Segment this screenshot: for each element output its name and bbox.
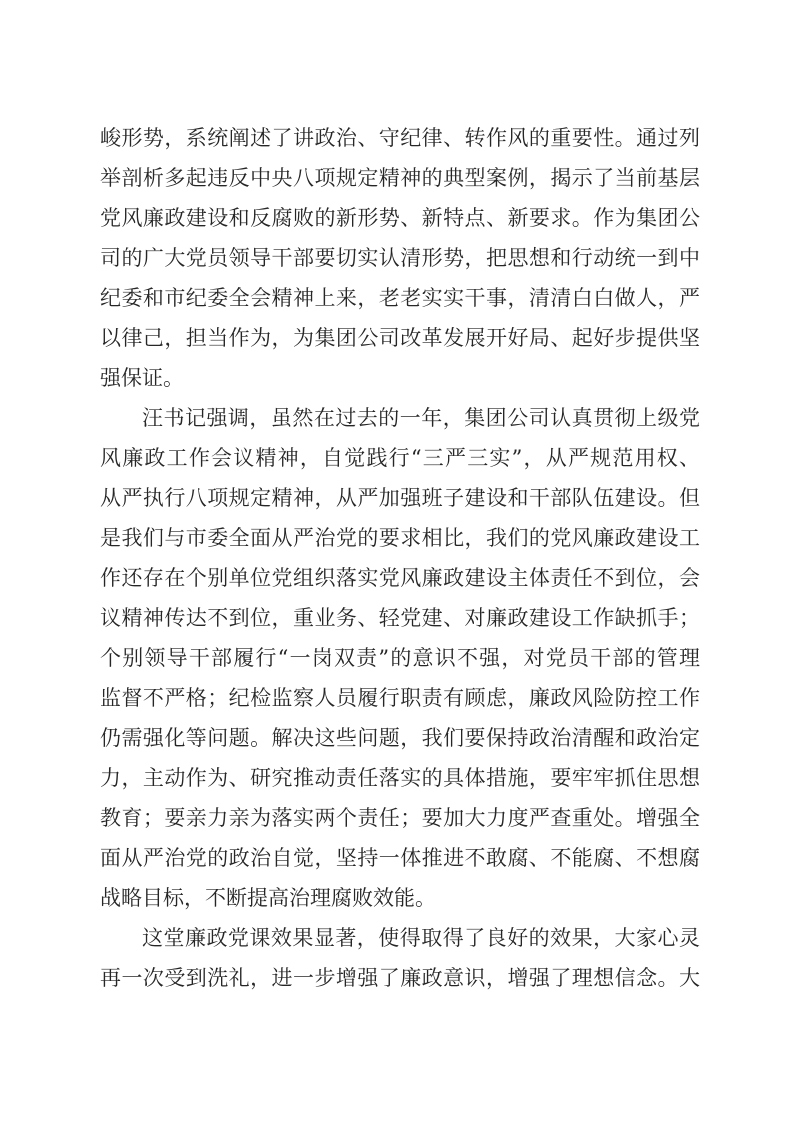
paragraph-2 (100, 398, 700, 918)
text-line: 汪书记强调，虽然在过去的一年，集团公司认真贯彻上级党 (142, 406, 700, 430)
text-line: 教育；要亲力亲为落实两个责任；要加大力度严查重处。增强全 (100, 806, 700, 830)
text-line: 监督不严格；纪检监察人员履行职责有顾虑，廉政风险防控工作 (100, 686, 700, 710)
text-line: 风廉政工作会议精神，自觉践行“三严三实”，从严规范用权、 (100, 446, 700, 470)
text-line: 纪委和市纪委全会精神上来，老老实实干事，清清白白做人，严 (100, 286, 700, 310)
text-line: 从严执行八项规定精神，从严加强班子建设和干部队伍建设。但 (100, 486, 700, 510)
paragraph-3 (100, 918, 700, 998)
text-line: 仍需强化等问题。解决这些问题，我们要保持政治清醒和政治定 (100, 726, 700, 750)
text-line: 作还存在个别单位党组织落实党风廉政建设主体责任不到位，会 (100, 566, 700, 590)
text-line: 战略目标，不断提高治理腐败效能。 (100, 886, 436, 910)
document-body (100, 118, 700, 998)
text-line: 这堂廉政党课效果显著，使得取得了良好的效果，大家心灵 (142, 926, 700, 950)
text-line: 再一次受到洗礼，进一步增强了廉政意识，增强了理想信念。大 (100, 966, 700, 990)
paragraph-1 (100, 118, 700, 398)
text-line: 面从严治党的政治自觉，坚持一体推进不敢腐、不能腐、不想腐 (100, 846, 700, 870)
text-line: 力，主动作为、研究推动责任落实的具体措施，要牢牢抓住思想 (100, 766, 700, 790)
text-line: 党风廉政建设和反腐败的新形势、新特点、新要求。作为集团公 (100, 206, 700, 230)
text-line: 峻形势，系统阐述了讲政治、守纪律、转作风的重要性。通过列 (100, 126, 700, 150)
text-line: 个别领导干部履行“一岗双责”的意识不强，对党员干部的管理 (100, 646, 700, 670)
text-line: 议精神传达不到位，重业务、轻党建、对廉政建设工作缺抓手； (100, 606, 700, 630)
text-line: 举剖析多起违反中央八项规定精神的典型案例，揭示了当前基层 (100, 166, 700, 190)
text-line: 司的广大党员领导干部要切实认清形势，把思想和行动统一到中 (100, 246, 700, 270)
text-line: 以律己，担当作为，为集团公司改革发展开好局、起好步提供坚 (100, 326, 700, 350)
text-line: 是我们与市委全面从严治党的要求相比，我们的党风廉政建设工 (100, 526, 700, 550)
text-line: 强保证。 (100, 366, 184, 390)
